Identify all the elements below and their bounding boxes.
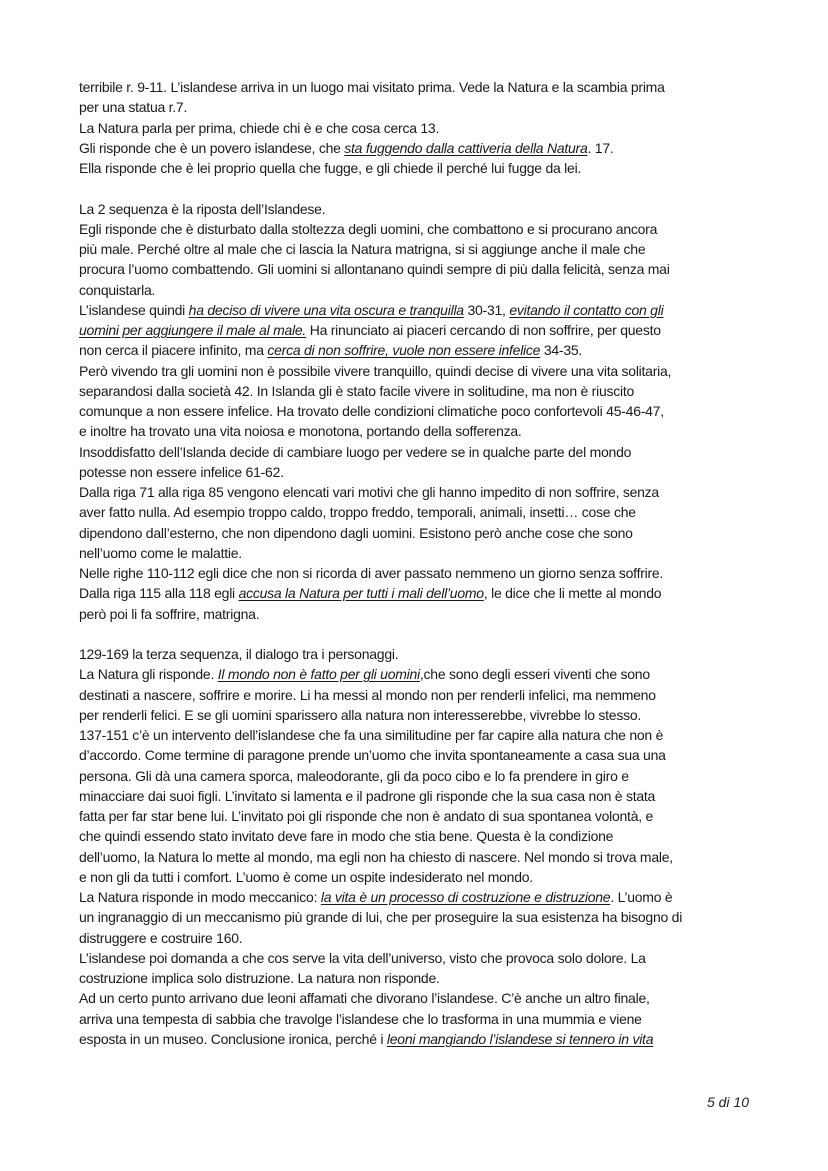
text-line bbox=[79, 705, 779, 725]
underlined-quote: cerca di non soffrire, vuole non essere infelice bbox=[267, 342, 541, 359]
text-line bbox=[79, 523, 779, 543]
text-span: fatta per far star bene lui. L’invitato poi gli risponde che non è andato di sua spontanea volontà, e bbox=[79, 808, 654, 824]
underlined-quote: la vita è un processo di costruzione e distruzione bbox=[320, 889, 611, 905]
text-span: Egli risponde che è disturbato dalla stoltezza degli uomini, che combattono e si procurano ancora bbox=[79, 220, 658, 237]
text-line bbox=[79, 826, 779, 846]
text-span: procura l’uomo combattendo. Gli uomini si allontanano quindi sempre di più dalla felicità, senza mai bbox=[79, 261, 670, 278]
text-span: ,che sono degli esseri viventi che sono bbox=[419, 666, 650, 683]
text-span: Ad un certo punto arrivano due leoni affamati che divorano l’islandese. C’è anche un altro finale, bbox=[79, 990, 650, 1007]
text-line bbox=[79, 745, 779, 765]
text-line bbox=[79, 138, 779, 158]
text-line bbox=[79, 381, 779, 401]
text-span: destinati a nascere, soffrire e morire. Li ha messi al mondo non per renderli infelici, ma nemmeno bbox=[79, 686, 656, 703]
text-span: terribile r. 9-11. L’islandese arriva in un luogo mai visitato prima. Vede la Natura e la scambia prima bbox=[79, 79, 665, 95]
text-line bbox=[79, 725, 779, 745]
underlined-quote: leoni mangiando l’islandese si tennero in vita bbox=[386, 1030, 654, 1047]
text-line bbox=[79, 604, 779, 624]
text-line bbox=[79, 421, 779, 441]
text-span: dipendono dall’esterno, che non dipendono dagli uomini. Esistono però anche cose che sono bbox=[79, 524, 633, 541]
text-line bbox=[79, 766, 779, 786]
text-span: La Natura risponde in modo meccanico: bbox=[79, 889, 321, 905]
text-span: La Natura parla per prima, chiede chi è e che cosa cerca 13. bbox=[79, 119, 440, 136]
text-span: conquistarla. bbox=[79, 281, 156, 298]
text-span: La 2 sequenza è la riposta dell’Islandese. bbox=[79, 200, 326, 217]
text-span: La Natura gli risponde. bbox=[79, 666, 218, 683]
text-line bbox=[79, 847, 779, 867]
text-span: . L’uomo è bbox=[610, 889, 673, 905]
text-span: Nelle righe 110-112 egli dice che non si ricorda di aver passato nemmeno un giorno senza soffrire. bbox=[79, 565, 664, 581]
text-span: 137-151 c’è un intervento dell’islandese che fa una similitudine per far capire alla natura che non è bbox=[79, 727, 664, 743]
text-span: L’islandese quindi bbox=[79, 301, 189, 318]
text-span: un ingranaggio di un meccanismo più grande di lui, che per proseguire la sua esistenza ha bisogno di bbox=[79, 909, 683, 926]
text-span: non cerca il piacere infinito, ma bbox=[79, 342, 268, 359]
underlined-quote: Il mondo non è fatto per gli uomini bbox=[217, 666, 420, 683]
page-number: 5 di 10 bbox=[706, 1094, 749, 1110]
text-span: nell’uomo come le malattie. bbox=[79, 544, 242, 561]
text-line bbox=[79, 543, 779, 563]
underlined-quote: ha deciso di vivere una vita oscura e tranquilla bbox=[188, 301, 464, 318]
text-line bbox=[79, 928, 779, 948]
text-span: distruggere e costruire 160. bbox=[79, 929, 243, 946]
text-span: d’accordo. Come termine di paragone prende un’uomo che invita spontaneamente a casa sua una bbox=[79, 747, 666, 764]
text-line bbox=[79, 563, 779, 583]
text-span: costruzione implica solo distruzione. La natura non risponde. bbox=[79, 970, 440, 986]
text-span: 30-31, bbox=[463, 301, 510, 318]
text-line bbox=[79, 77, 779, 97]
text-span: . 17. bbox=[587, 139, 614, 156]
text-line bbox=[79, 219, 779, 239]
text-span: minacciare dai suoi figli. L’invitato si lamenta e il padrone gli risponde che la sua casa non è stata bbox=[79, 787, 656, 804]
text-line bbox=[79, 948, 779, 968]
text-line bbox=[79, 158, 779, 178]
text-line bbox=[79, 280, 779, 300]
text-line bbox=[79, 786, 779, 806]
text-line bbox=[79, 239, 779, 259]
blank-line bbox=[79, 624, 779, 644]
text-line bbox=[79, 806, 779, 826]
text-span: separandosi dalla società 42. In Islanda gli è stato facile vivere in solitudine, ma non è riuscito bbox=[79, 382, 635, 399]
text-span: Insoddisfatto dell’Islanda decide di cambiare luogo per vedere se in qualche parte del mondo bbox=[79, 443, 632, 460]
text-span: 34-35. bbox=[540, 342, 583, 359]
text-line bbox=[79, 462, 779, 482]
blank-line bbox=[79, 178, 779, 198]
text-line bbox=[79, 1029, 779, 1049]
text-span: e non gli da tutti i comfort. L’uomo è come un ospite indesiderato nel mondo. bbox=[79, 868, 533, 885]
underlined-quote: evitando il contatto con gli bbox=[509, 301, 664, 318]
text-span: , le dice che li mette al mondo bbox=[483, 585, 662, 602]
text-span: L’islandese poi domanda a che cos serve la vita dell’universo, visto che provoca solo dolore. La bbox=[79, 949, 646, 966]
text-span: dell’uomo, la Natura lo mette al mondo, ma egli non ha chiesto di nascere. Nel mondo si trova male, bbox=[79, 848, 673, 865]
text-line bbox=[79, 1009, 779, 1029]
text-span: persona. Gli dà una camera sporca, maleodorante, gli da poco cibo e lo fa prendere in giro e bbox=[79, 767, 629, 784]
text-line bbox=[79, 482, 779, 502]
text-span: Gli risponde che è un povero islandese, che bbox=[79, 139, 345, 156]
text-line bbox=[79, 259, 779, 279]
text-span: e inoltre ha trovato una vita noiosa e monotona, portando della sofferenza. bbox=[79, 423, 522, 440]
text-span: Dalla riga 71 alla riga 85 vengono elencati vari motivi che gli hanno impedito di non soffrire, senza bbox=[79, 484, 659, 500]
text-span: 129-169 la terza sequenza, il dialogo tra i personaggi. bbox=[79, 646, 399, 662]
text-line bbox=[79, 664, 779, 684]
text-line bbox=[79, 442, 779, 462]
text-span: arriva una tempesta di sabbia che travolge l’islandese che lo trasforma in una mummia e viene bbox=[79, 1010, 642, 1027]
text-span: esposta in un museo. Conclusione ironica, perché i bbox=[79, 1030, 387, 1047]
underlined-quote: accusa la Natura per tutti i mali dell’uomo bbox=[238, 585, 484, 602]
text-span: però poi li fa soffrire, matrigna. bbox=[79, 605, 260, 622]
text-line bbox=[79, 887, 779, 907]
text-span: più male. Perché oltre al male che ci lascia la Natura matrigna, si si aggiunge anche il male che bbox=[79, 241, 646, 257]
text-line bbox=[79, 300, 779, 320]
text-line bbox=[79, 988, 779, 1008]
text-line bbox=[79, 867, 779, 887]
underlined-quote: uomini per aggiungere il male al male. bbox=[79, 322, 307, 338]
text-line bbox=[79, 401, 779, 421]
text-line bbox=[79, 340, 779, 360]
text-line bbox=[79, 907, 779, 927]
text-line bbox=[79, 968, 779, 988]
text-span: per una statua r.7. bbox=[79, 99, 188, 116]
text-span: Però vivendo tra gli uomini non è possibile vivere tranquillo, quindi decise di vivere una vita solitaria, bbox=[79, 362, 672, 379]
text-line bbox=[79, 583, 779, 603]
underlined-quote: sta fuggendo dalla cattiveria della Natura bbox=[344, 139, 588, 156]
text-line bbox=[79, 320, 779, 340]
text-span: che quindi essendo stato invitato deve fare in modo che stia bene. Questa è la condizione bbox=[79, 828, 614, 845]
text-line bbox=[79, 644, 779, 664]
text-span: Dalla riga 115 alla 118 egli bbox=[79, 585, 239, 602]
text-span: Ella risponde che è lei proprio quella che fugge, e gli chiede il perché lui fugge da lei. bbox=[79, 160, 582, 176]
text-line bbox=[79, 685, 779, 705]
text-line bbox=[79, 361, 779, 381]
text-line bbox=[79, 118, 779, 138]
text-span: per renderli felici. E se gli uomini sparissero alla natura non interesserebbe, vivrebbe lo stesso. bbox=[79, 706, 641, 723]
text-span: aver fatto nulla. Ad esempio troppo caldo, troppo freddo, temporali, animali, insetti… cose che bbox=[79, 504, 636, 521]
text-line bbox=[79, 502, 779, 522]
text-line bbox=[79, 199, 779, 219]
text-span: comunque a non essere infelice. Ha trovato delle condizioni climatiche poco confortevoli 45-46-47, bbox=[79, 403, 664, 419]
text-span: potesse non essere infelice 61-62. bbox=[79, 463, 284, 480]
document-body bbox=[79, 77, 779, 1049]
text-span: Ha rinunciato ai piaceri cercando di non soffrire, per questo bbox=[306, 322, 661, 338]
text-line bbox=[79, 97, 779, 117]
